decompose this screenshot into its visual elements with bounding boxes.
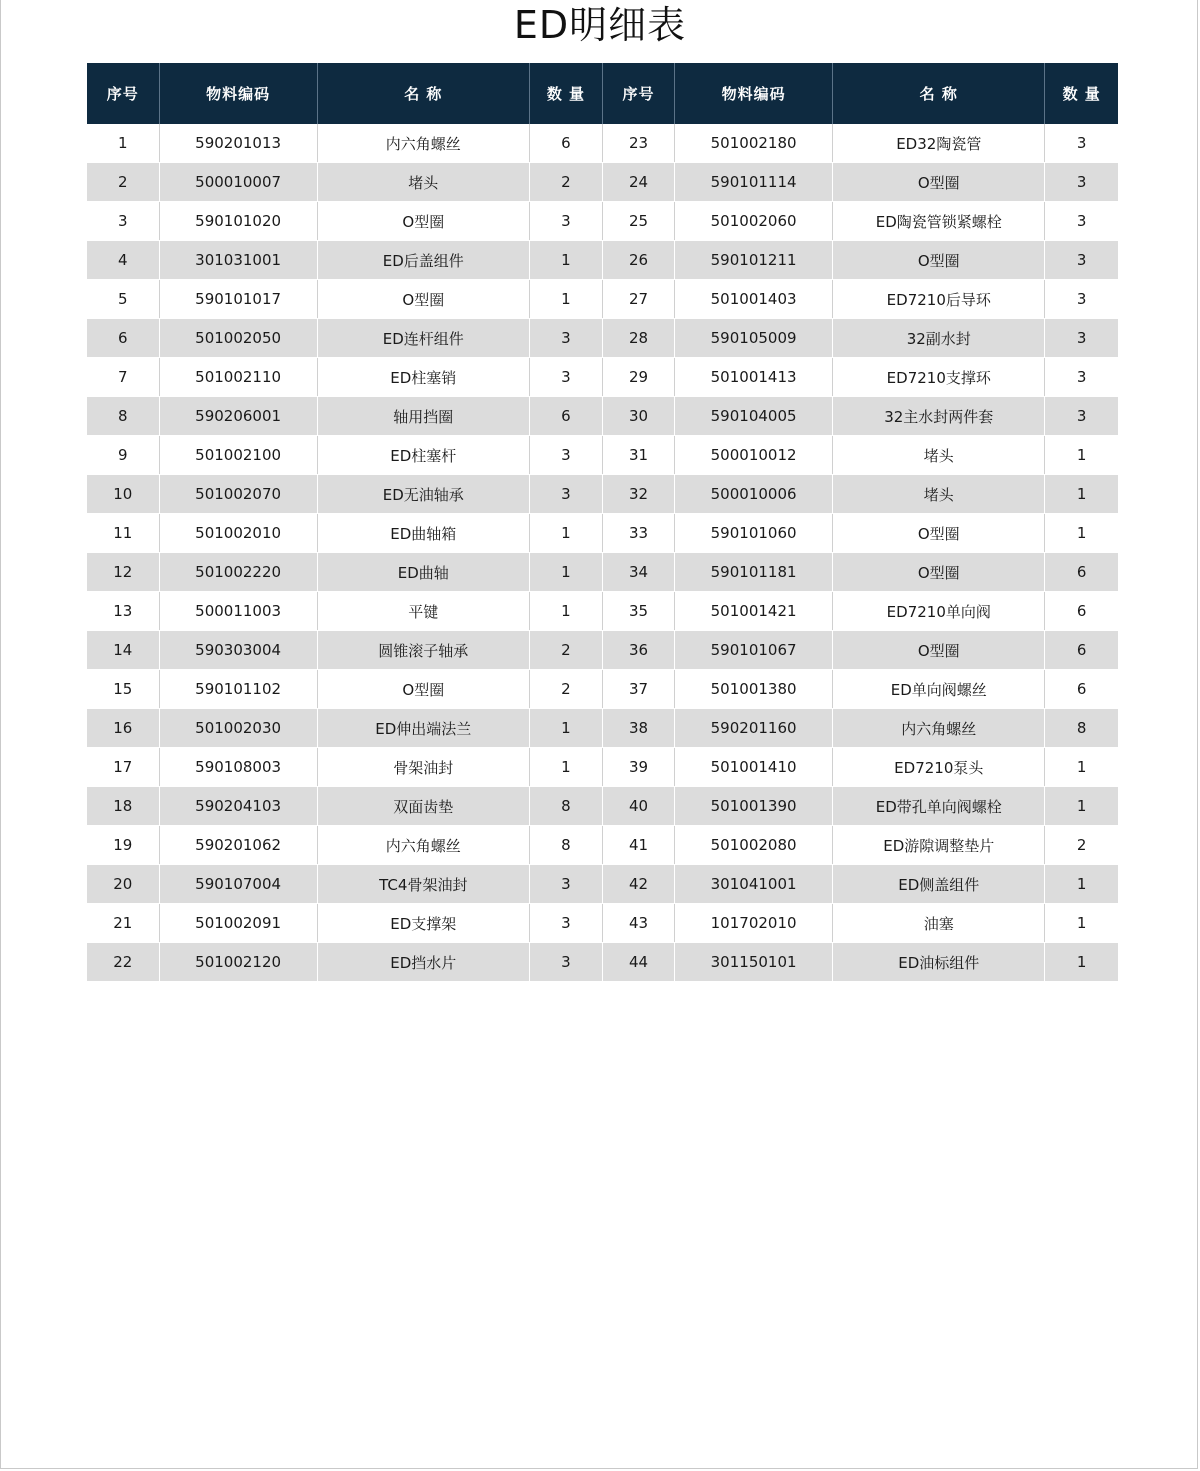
cell-seq-right: 44: [602, 943, 674, 982]
cell-seq-right: 34: [602, 553, 674, 592]
cell-seq-left: 14: [87, 631, 159, 670]
cell-name-right: ED单向阀螺丝: [833, 670, 1045, 709]
cell-qty-left: 3: [529, 865, 602, 904]
cell-qty-left: 3: [529, 319, 602, 358]
cell-seq-right: 32: [602, 475, 674, 514]
cell-qty-right: 1: [1045, 475, 1118, 514]
cell-name-left: O型圈: [317, 202, 529, 241]
cell-code-left: 590101017: [159, 280, 317, 319]
parts-table: [87, 63, 1118, 982]
cell-code-right: 590101067: [675, 631, 833, 670]
cell-seq-right: 37: [602, 670, 674, 709]
cell-code-right: 501001390: [675, 787, 833, 826]
cell-seq-left: 21: [87, 904, 159, 943]
cell-name-left: 轴用挡圈: [317, 397, 529, 436]
cell-name-left: ED后盖组件: [317, 241, 529, 280]
cell-code-right: 501001410: [675, 748, 833, 787]
cell-seq-right: 38: [602, 709, 674, 748]
cell-name-left: 内六角螺丝: [317, 124, 529, 163]
cell-code-left: 590201062: [159, 826, 317, 865]
header-code-right: 物料编码: [675, 63, 833, 124]
cell-qty-left: 2: [529, 670, 602, 709]
cell-code-left: 500010007: [159, 163, 317, 202]
cell-code-left: 590101102: [159, 670, 317, 709]
cell-code-right: 301041001: [675, 865, 833, 904]
cell-seq-left: 8: [87, 397, 159, 436]
cell-name-right: ED陶瓷管锁紧螺栓: [833, 202, 1045, 241]
cell-name-right: O型圈: [833, 631, 1045, 670]
cell-seq-left: 5: [87, 280, 159, 319]
cell-name-left: 平键: [317, 592, 529, 631]
table-row: [87, 787, 1118, 826]
cell-code-left: 301031001: [159, 241, 317, 280]
cell-seq-left: 11: [87, 514, 159, 553]
cell-qty-right: 1: [1045, 787, 1118, 826]
cell-name-left: TC4骨架油封: [317, 865, 529, 904]
cell-qty-right: 3: [1045, 397, 1118, 436]
cell-name-right: 32主水封两件套: [833, 397, 1045, 436]
table-row: [87, 319, 1118, 358]
cell-code-right: 501001403: [675, 280, 833, 319]
table-row: [87, 241, 1118, 280]
cell-code-right: 501001421: [675, 592, 833, 631]
cell-qty-right: 6: [1045, 670, 1118, 709]
cell-name-right: ED7210单向阀: [833, 592, 1045, 631]
cell-code-left: 501002110: [159, 358, 317, 397]
cell-code-right: 501002060: [675, 202, 833, 241]
cell-seq-left: 3: [87, 202, 159, 241]
cell-seq-left: 19: [87, 826, 159, 865]
page-title: ED明细表: [513, 3, 687, 47]
cell-name-right: 32副水封: [833, 319, 1045, 358]
cell-code-left: 501002220: [159, 553, 317, 592]
cell-code-right: 501001380: [675, 670, 833, 709]
table-row: [87, 436, 1118, 475]
cell-qty-left: 3: [529, 475, 602, 514]
cell-seq-left: 13: [87, 592, 159, 631]
cell-code-right: 500010006: [675, 475, 833, 514]
cell-code-right: 590101114: [675, 163, 833, 202]
cell-qty-right: 3: [1045, 241, 1118, 280]
cell-code-right: 500010012: [675, 436, 833, 475]
cell-name-right: O型圈: [833, 514, 1045, 553]
cell-seq-left: 10: [87, 475, 159, 514]
cell-qty-right: 1: [1045, 865, 1118, 904]
cell-name-left: ED曲轴箱: [317, 514, 529, 553]
table-row: [87, 826, 1118, 865]
cell-code-left: 590201013: [159, 124, 317, 163]
table-row: [87, 631, 1118, 670]
cell-code-right: 590104005: [675, 397, 833, 436]
cell-name-right: O型圈: [833, 241, 1045, 280]
header-code-left: 物料编码: [159, 63, 317, 124]
cell-code-left: 500011003: [159, 592, 317, 631]
cell-seq-left: 18: [87, 787, 159, 826]
table-row: [87, 670, 1118, 709]
cell-code-left: 590206001: [159, 397, 317, 436]
cell-seq-right: 43: [602, 904, 674, 943]
cell-name-right: ED7210后导环: [833, 280, 1045, 319]
cell-qty-right: 6: [1045, 592, 1118, 631]
cell-name-right: O型圈: [833, 553, 1045, 592]
cell-qty-left: 1: [529, 241, 602, 280]
cell-seq-right: 36: [602, 631, 674, 670]
cell-name-right: ED7210泵头: [833, 748, 1045, 787]
cell-code-right: 590101211: [675, 241, 833, 280]
cell-qty-right: 3: [1045, 358, 1118, 397]
cell-seq-right: 35: [602, 592, 674, 631]
cell-qty-left: 2: [529, 631, 602, 670]
cell-qty-left: 6: [529, 124, 602, 163]
cell-qty-right: 3: [1045, 280, 1118, 319]
cell-code-right: 501002180: [675, 124, 833, 163]
cell-qty-right: 6: [1045, 631, 1118, 670]
cell-qty-left: 3: [529, 202, 602, 241]
cell-name-left: 圆锥滚子轴承: [317, 631, 529, 670]
table-row: [87, 280, 1118, 319]
table-row: [87, 202, 1118, 241]
cell-code-left: 501002050: [159, 319, 317, 358]
cell-code-left: 590101020: [159, 202, 317, 241]
header-name-left: 名 称: [317, 63, 529, 124]
table-row: [87, 163, 1118, 202]
cell-name-right: ED侧盖组件: [833, 865, 1045, 904]
cell-name-left: O型圈: [317, 280, 529, 319]
table-row: [87, 904, 1118, 943]
cell-seq-right: 29: [602, 358, 674, 397]
cell-seq-left: 20: [87, 865, 159, 904]
cell-qty-right: 1: [1045, 514, 1118, 553]
cell-seq-right: 40: [602, 787, 674, 826]
cell-name-right: ED32陶瓷管: [833, 124, 1045, 163]
cell-qty-right: 1: [1045, 436, 1118, 475]
table-row: [87, 865, 1118, 904]
cell-name-left: 堵头: [317, 163, 529, 202]
cell-qty-right: 1: [1045, 904, 1118, 943]
cell-code-left: 590204103: [159, 787, 317, 826]
cell-name-right: O型圈: [833, 163, 1045, 202]
cell-code-right: 501002080: [675, 826, 833, 865]
cell-qty-left: 8: [529, 787, 602, 826]
cell-qty-right: 3: [1045, 319, 1118, 358]
cell-name-left: O型圈: [317, 670, 529, 709]
cell-name-left: ED挡水片: [317, 943, 529, 982]
cell-qty-left: 8: [529, 826, 602, 865]
table-row: [87, 748, 1118, 787]
cell-qty-left: 6: [529, 397, 602, 436]
cell-qty-left: 1: [529, 592, 602, 631]
cell-code-left: 501002091: [159, 904, 317, 943]
cell-code-left: 501002030: [159, 709, 317, 748]
cell-seq-right: 28: [602, 319, 674, 358]
table-header-row: [87, 63, 1118, 124]
table-row: [87, 514, 1118, 553]
cell-seq-right: 39: [602, 748, 674, 787]
cell-code-right: 590101181: [675, 553, 833, 592]
cell-qty-right: 3: [1045, 124, 1118, 163]
cell-name-left: ED伸出端法兰: [317, 709, 529, 748]
cell-seq-right: 27: [602, 280, 674, 319]
cell-code-left: 590108003: [159, 748, 317, 787]
cell-name-left: ED支撑架: [317, 904, 529, 943]
cell-seq-left: 22: [87, 943, 159, 982]
cell-name-left: 骨架油封: [317, 748, 529, 787]
header-qty-right: 数 量: [1045, 63, 1118, 124]
cell-seq-left: 4: [87, 241, 159, 280]
cell-name-right: ED油标组件: [833, 943, 1045, 982]
cell-seq-right: 30: [602, 397, 674, 436]
cell-seq-right: 25: [602, 202, 674, 241]
table-row: [87, 553, 1118, 592]
header-name-right: 名 称: [833, 63, 1045, 124]
cell-seq-left: 9: [87, 436, 159, 475]
cell-qty-right: 3: [1045, 202, 1118, 241]
cell-qty-left: 1: [529, 514, 602, 553]
cell-name-right: ED带孔单向阀螺栓: [833, 787, 1045, 826]
table-row: [87, 943, 1118, 982]
table-row: [87, 709, 1118, 748]
cell-code-left: 590107004: [159, 865, 317, 904]
cell-name-left: ED曲轴: [317, 553, 529, 592]
cell-name-left: ED连杆组件: [317, 319, 529, 358]
cell-seq-left: 1: [87, 124, 159, 163]
cell-code-left: 590303004: [159, 631, 317, 670]
cell-name-right: 油塞: [833, 904, 1045, 943]
cell-seq-left: 7: [87, 358, 159, 397]
cell-seq-left: 2: [87, 163, 159, 202]
cell-name-right: ED7210支撑环: [833, 358, 1045, 397]
cell-name-left: 内六角螺丝: [317, 826, 529, 865]
cell-code-right: 590201160: [675, 709, 833, 748]
cell-seq-right: 33: [602, 514, 674, 553]
cell-qty-left: 2: [529, 163, 602, 202]
cell-name-right: 堵头: [833, 475, 1045, 514]
table-body: [87, 124, 1118, 982]
cell-qty-right: 1: [1045, 748, 1118, 787]
cell-code-right: 590101060: [675, 514, 833, 553]
cell-seq-right: 24: [602, 163, 674, 202]
table-row: [87, 592, 1118, 631]
cell-code-left: 501002100: [159, 436, 317, 475]
cell-code-right: 301150101: [675, 943, 833, 982]
cell-seq-right: 31: [602, 436, 674, 475]
cell-code-left: 501002070: [159, 475, 317, 514]
cell-name-right: 内六角螺丝: [833, 709, 1045, 748]
cell-name-left: ED柱塞销: [317, 358, 529, 397]
cell-name-right: 堵头: [833, 436, 1045, 475]
cell-qty-left: 3: [529, 436, 602, 475]
cell-qty-left: 3: [529, 904, 602, 943]
cell-code-right: 501001413: [675, 358, 833, 397]
cell-seq-left: 6: [87, 319, 159, 358]
cell-seq-left: 16: [87, 709, 159, 748]
cell-seq-right: 42: [602, 865, 674, 904]
cell-name-right: ED游隙调整垫片: [833, 826, 1045, 865]
cell-code-right: 101702010: [675, 904, 833, 943]
cell-qty-left: 3: [529, 358, 602, 397]
header-seq-left: 序号: [87, 63, 159, 124]
cell-seq-left: 17: [87, 748, 159, 787]
cell-qty-left: 1: [529, 280, 602, 319]
cell-name-left: ED无油轴承: [317, 475, 529, 514]
cell-name-left: ED柱塞杆: [317, 436, 529, 475]
cell-qty-left: 1: [529, 709, 602, 748]
cell-seq-right: 23: [602, 124, 674, 163]
cell-code-right: 590105009: [675, 319, 833, 358]
cell-name-left: 双面齿垫: [317, 787, 529, 826]
cell-qty-right: 1: [1045, 943, 1118, 982]
cell-qty-left: 3: [529, 943, 602, 982]
cell-seq-left: 12: [87, 553, 159, 592]
table-row: [87, 397, 1118, 436]
cell-qty-right: 8: [1045, 709, 1118, 748]
table-row: [87, 358, 1118, 397]
cell-qty-right: 6: [1045, 553, 1118, 592]
cell-seq-left: 15: [87, 670, 159, 709]
table-row: [87, 475, 1118, 514]
header-seq-right: 序号: [602, 63, 674, 124]
cell-code-left: 501002010: [159, 514, 317, 553]
cell-code-left: 501002120: [159, 943, 317, 982]
cell-seq-right: 26: [602, 241, 674, 280]
table-row: [87, 124, 1118, 163]
cell-qty-left: 1: [529, 748, 602, 787]
cell-seq-right: 41: [602, 826, 674, 865]
header-qty-left: 数 量: [529, 63, 602, 124]
cell-qty-right: 3: [1045, 163, 1118, 202]
cell-qty-left: 1: [529, 553, 602, 592]
cell-qty-right: 2: [1045, 826, 1118, 865]
